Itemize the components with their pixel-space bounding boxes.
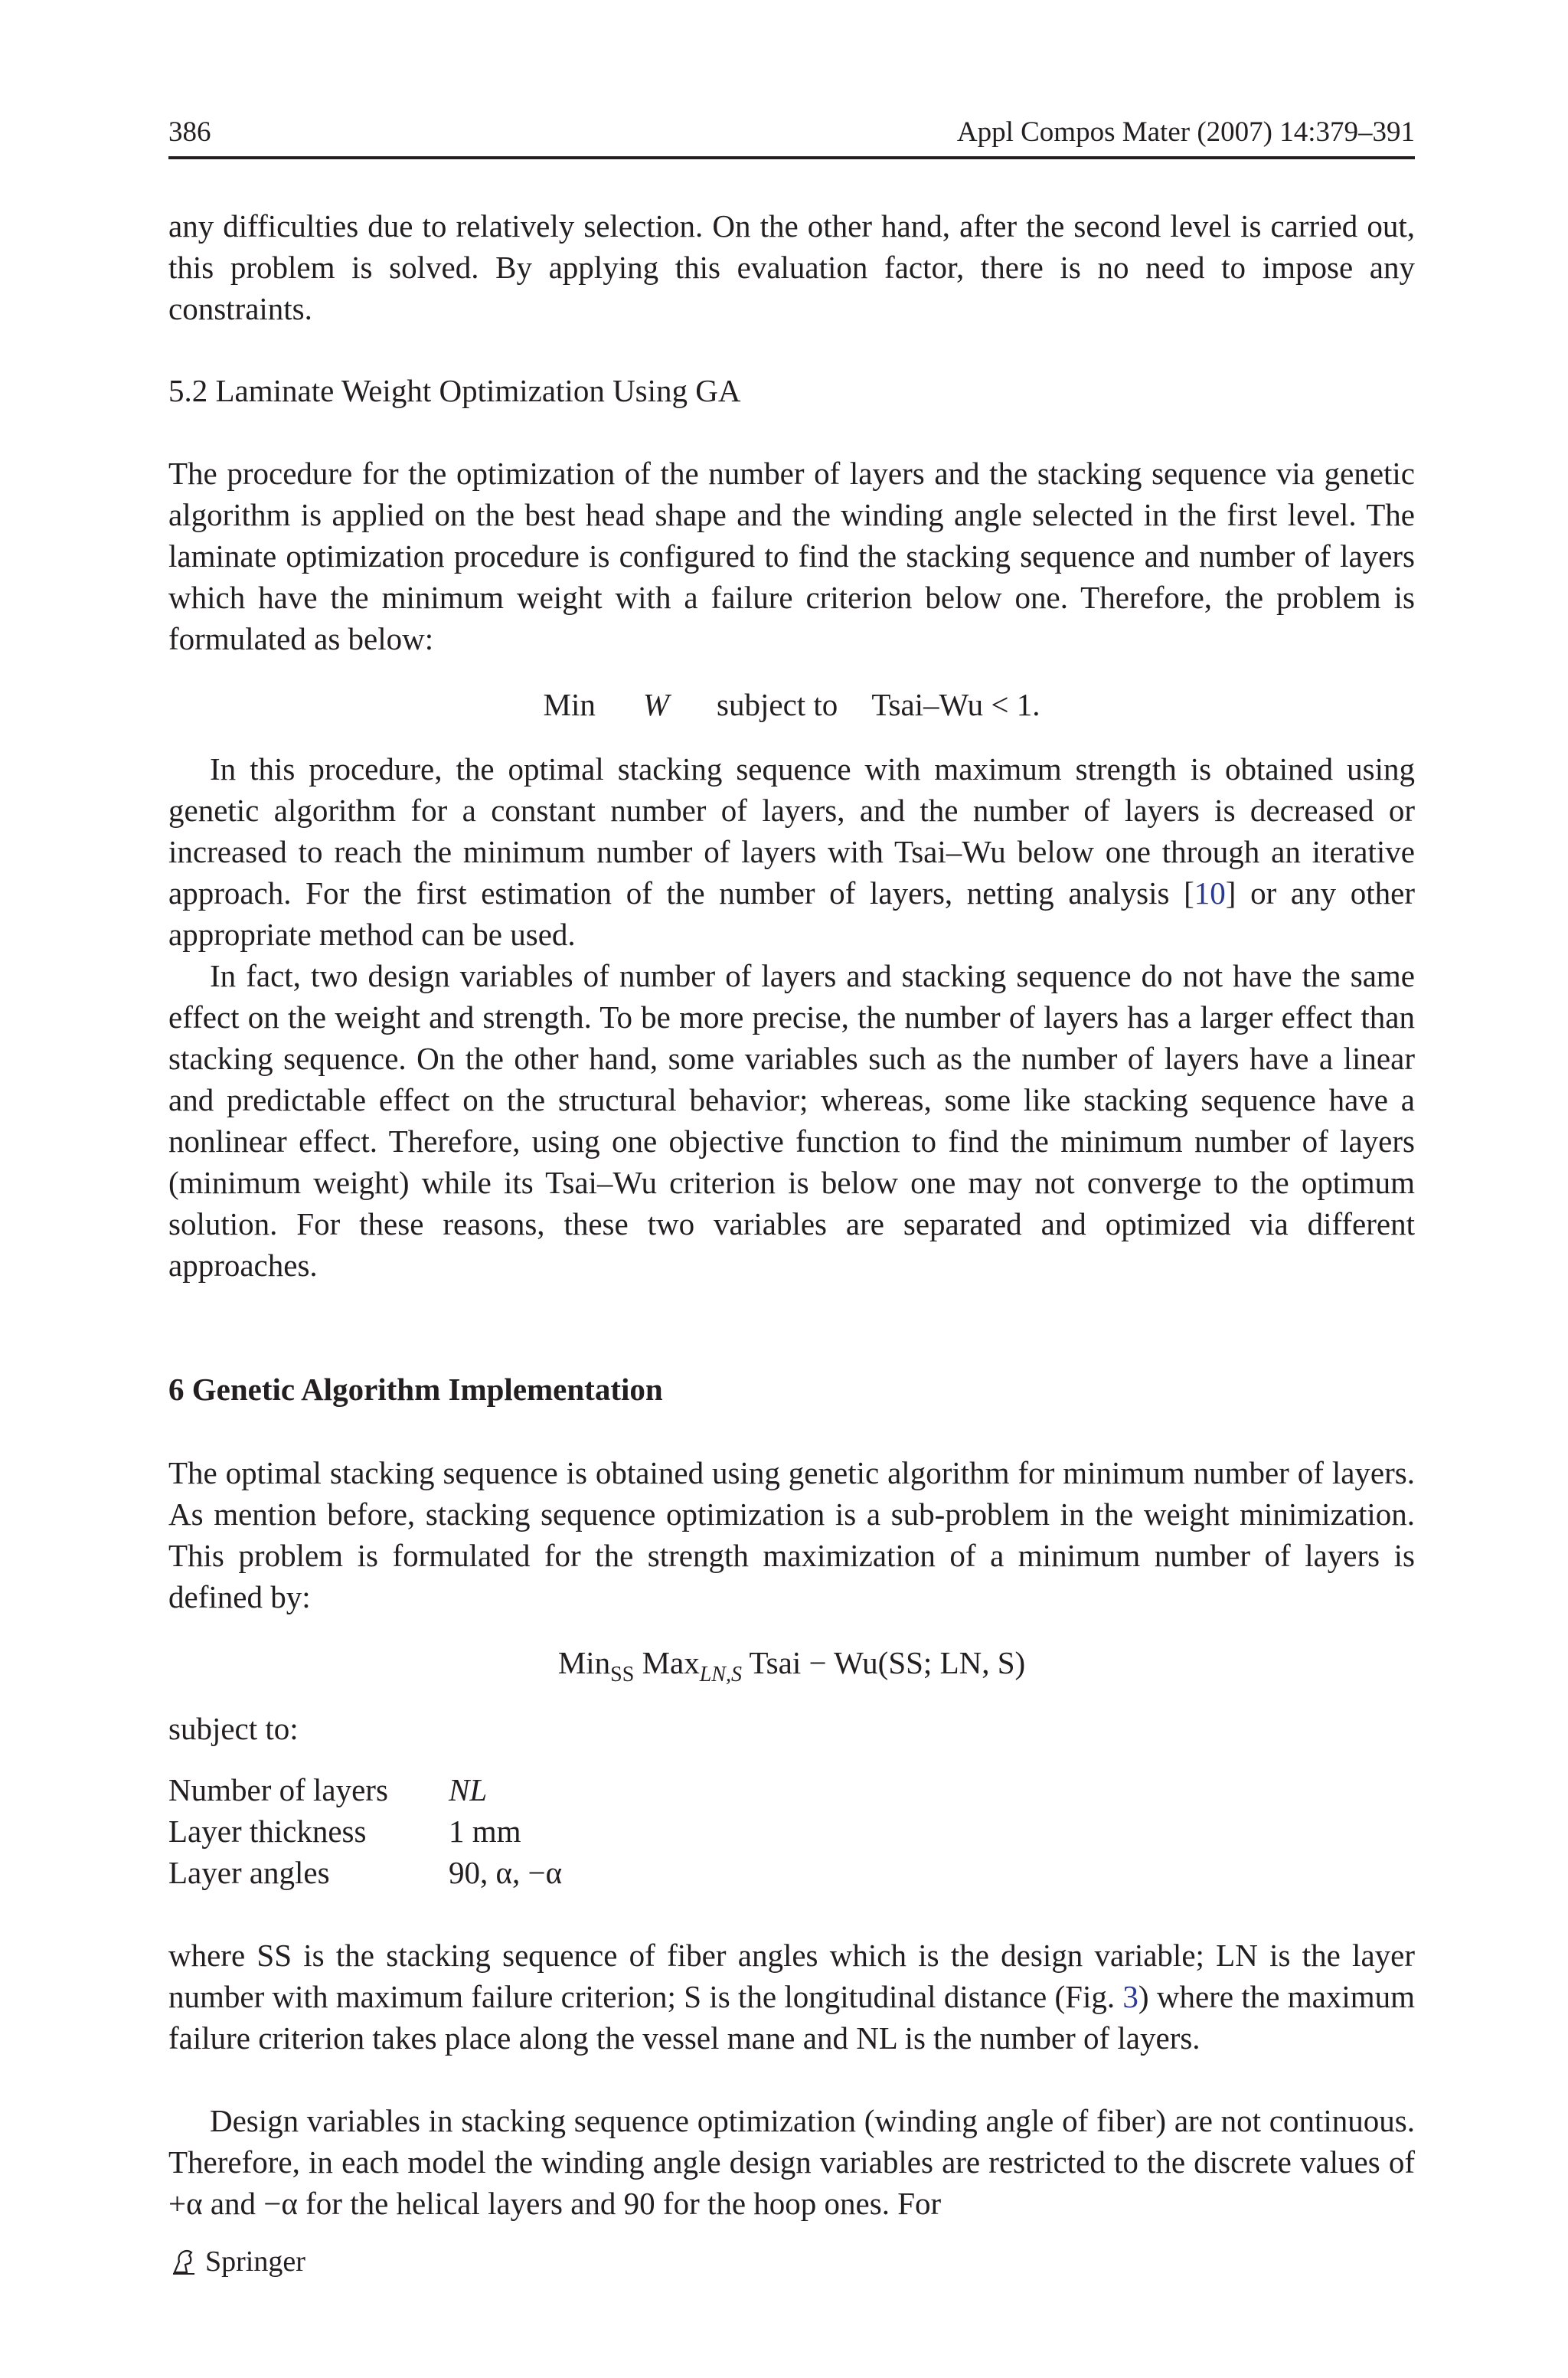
- publisher-footer: [168, 2242, 305, 2281]
- eq2-max-subscript: LN,S: [699, 1663, 742, 1686]
- paragraph-procedure: The procedure for the optimization of the number of layers and the stacking sequence via genetic algorithm is applied on the best head shape and the winding angle selected in the first level. The laminate optimization procedure is configured to find the stacking sequence and number of layers which have the minimum weight with a failure criterion below one. Therefore, the problem is formulated as below:: [168, 456, 1415, 656]
- eq2-max: Max: [642, 1645, 700, 1680]
- constraint-row: [168, 1769, 562, 1810]
- paragraph-optimal: [168, 748, 1415, 955]
- equation-weight-minimization: [168, 684, 1415, 725]
- eq2-min-subscript: SS: [610, 1663, 635, 1686]
- paragraph-optimal-text: In this procedure, the optimal stacking sequence with maximum strength is obtained using genetic algorithm for a constant number of layers, and the number of layers is decreased or increased to reach the minimum number of layers with Tsai–Wu below one through an iterative approach. For the first estimation of the number of layers, netting analysis [: [168, 751, 1415, 911]
- figure-link-3[interactable]: 3: [1122, 1979, 1138, 2014]
- equation-strength-maximization: [168, 1642, 1415, 1686]
- page-number: 386: [168, 116, 211, 148]
- paragraph-fact: In fact, two design variables of number of layers and stacking sequence do not have the same effect on the weight and strength. To be more precise, the number of layers has a larger effect than stacking sequence. On the other hand, some variables such as the number of layers have a linear and predictable effect on the structural behavior; whereas, some like stacking sequence have a nonlinear effect. Therefore, using one objective function to find the minimum number of layers (minimum weight) while its Tsai–Wu criterion is below one may not converge to the optimum solution. For these reasons, these two variables are separated and optimized via different approaches.: [168, 958, 1415, 1283]
- paragraph-optimal-text-end: ] or any other appropriate method can be used.: [168, 875, 1416, 952]
- header-rule: [168, 156, 1415, 159]
- eq1-min: Min: [543, 687, 596, 722]
- paragraph-where: [168, 1935, 1415, 2059]
- constraints-table: [168, 1769, 562, 1893]
- publisher-name: Springer: [205, 2246, 305, 2278]
- constraint-row: [168, 1852, 562, 1893]
- eq1-subject: subject to: [717, 687, 838, 722]
- eq2-body: Tsai − Wu(SS; LN, S): [749, 1645, 1026, 1680]
- constraint-label: Layer thickness: [168, 1814, 367, 1849]
- section-title: 6 Genetic Algorithm Implementation: [168, 1372, 663, 1407]
- eq1-variable: W: [642, 687, 670, 722]
- paragraph-design: Design variables in stacking sequence optimization (winding angle of fiber) are not continuous. Therefore, in each model the winding angle design variables are restricted to the discrete values of +α and −α for the helical layers and 90 for the hoop ones. For: [168, 2103, 1415, 2221]
- reference-link-10[interactable]: 10: [1194, 875, 1226, 911]
- paragraph-where-text: where SS is the stacking sequence of fiber angles which is the design variable; LN is the layer number with maximum failure criterion; S is the longitudinal distance (Fig.: [168, 1938, 1415, 2014]
- running-header: [168, 115, 1415, 150]
- paragraph-where-text-end: ) where the maximum failure criterion takes place along the vessel mane and NL is the number of layers.: [168, 1979, 1415, 2056]
- constraint-value: 90, α, −α: [449, 1855, 563, 1890]
- paragraph-ga: The optimal stacking sequence is obtained using genetic algorithm for minimum number of layers. As mention before, stacking sequence optimization is a sub-problem in the weight minimization. This problem is formulated for the strength maximization of a minimum number of layers is defined by:: [168, 1455, 1415, 1614]
- constraint-label: Number of layers: [168, 1772, 388, 1807]
- springer-horse-icon: [168, 2246, 199, 2277]
- eq2-min: Min: [557, 1645, 611, 1680]
- constraint-value: NL: [449, 1772, 488, 1807]
- constraint-value: 1 mm: [449, 1814, 521, 1849]
- journal-citation: Appl Compos Mater (2007) 14:379–391: [956, 116, 1415, 148]
- paragraph-intro: any difficulties due to relatively selection. On the other hand, after the second level is carried out, this problem is solved. By applying this evaluation factor, there is no need to impose any constraints.: [168, 208, 1415, 326]
- eq1-constraint: Tsai–Wu < 1.: [871, 687, 1040, 722]
- constraint-label: Layer angles: [168, 1855, 330, 1890]
- constraint-row: [168, 1810, 562, 1852]
- subject-to-label: subject to:: [168, 1711, 299, 1746]
- subsection-title: 5.2 Laminate Weight Optimization Using GA: [168, 373, 741, 408]
